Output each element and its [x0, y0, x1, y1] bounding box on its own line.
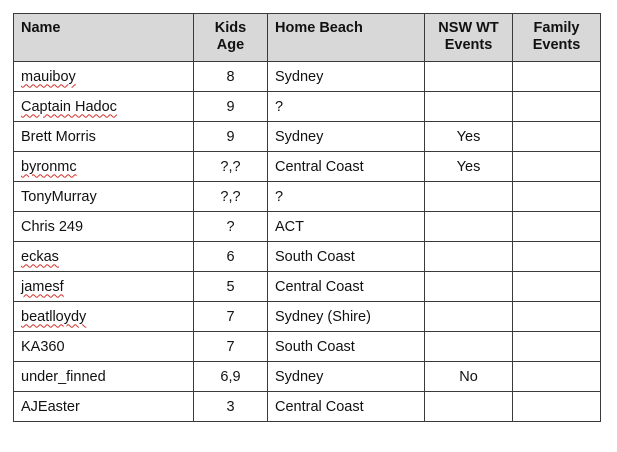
cell-name-text: Chris 249 [21, 218, 84, 235]
cell-family[interactable] [513, 62, 601, 92]
cell-name-text: mauiboy [21, 68, 76, 85]
cell-beach[interactable]: Central Coast [268, 392, 425, 422]
cell-beach[interactable]: Central Coast [268, 272, 425, 302]
cell-name-text: KA360 [21, 338, 65, 355]
cell-beach[interactable]: Sydney (Shire) [268, 302, 425, 332]
cell-name[interactable] [14, 302, 194, 332]
cell-nsw[interactable] [425, 62, 513, 92]
cell-name[interactable] [14, 242, 194, 272]
cell-age[interactable]: ?,? [194, 152, 268, 182]
cell-beach[interactable]: Sydney [268, 122, 425, 152]
cell-age[interactable]: ? [194, 212, 268, 242]
cell-beach[interactable]: South Coast [268, 242, 425, 272]
table-row [14, 302, 601, 332]
cell-age[interactable]: 6 [194, 242, 268, 272]
table-row [14, 92, 601, 122]
cell-name-text: jamesf [21, 278, 64, 295]
cell-name-text: under_finned [21, 368, 106, 385]
cell-name-text: beatlloydy [21, 308, 87, 325]
cell-family[interactable] [513, 302, 601, 332]
cell-nsw[interactable] [425, 392, 513, 422]
cell-name[interactable] [14, 122, 194, 152]
cell-beach[interactable]: South Coast [268, 332, 425, 362]
header-home-beach[interactable]: Home Beach [268, 14, 425, 62]
cell-nsw[interactable] [425, 272, 513, 302]
cell-nsw[interactable] [425, 92, 513, 122]
header-nsw-wt-events[interactable]: NSW WT Events [425, 14, 513, 62]
cell-name[interactable] [14, 152, 194, 182]
cell-name[interactable] [14, 182, 194, 212]
cell-name-text: Captain Hadoc [21, 98, 117, 115]
cell-family[interactable] [513, 332, 601, 362]
cell-nsw[interactable] [425, 212, 513, 242]
cell-age[interactable]: 5 [194, 272, 268, 302]
cell-age[interactable]: 9 [194, 92, 268, 122]
cell-nsw[interactable] [425, 332, 513, 362]
cell-name-text: byronmc [21, 158, 77, 175]
table-row [14, 362, 601, 392]
spreadsheet [13, 13, 601, 422]
cell-family[interactable] [513, 392, 601, 422]
cell-family[interactable] [513, 182, 601, 212]
cell-age[interactable]: 6,9 [194, 362, 268, 392]
cell-beach[interactable]: ? [268, 92, 425, 122]
table-row [14, 212, 601, 242]
cell-age[interactable]: 7 [194, 332, 268, 362]
table-row [14, 392, 601, 422]
cell-beach[interactable]: Sydney [268, 362, 425, 392]
cell-nsw[interactable]: Yes [425, 122, 513, 152]
cell-family[interactable] [513, 122, 601, 152]
cell-name[interactable] [14, 212, 194, 242]
table-row [14, 152, 601, 182]
table-row [14, 62, 601, 92]
cell-family[interactable] [513, 362, 601, 392]
table-row [14, 272, 601, 302]
cell-family[interactable] [513, 92, 601, 122]
cell-name-text: eckas [21, 248, 59, 265]
cell-beach[interactable]: ? [268, 182, 425, 212]
cell-age[interactable]: 7 [194, 302, 268, 332]
cell-age[interactable]: ?,? [194, 182, 268, 212]
cell-age[interactable]: 3 [194, 392, 268, 422]
cell-nsw[interactable] [425, 302, 513, 332]
cell-age[interactable]: 9 [194, 122, 268, 152]
cell-nsw[interactable]: No [425, 362, 513, 392]
cell-age[interactable]: 8 [194, 62, 268, 92]
header-family-events[interactable]: Family Events [513, 14, 601, 62]
cell-family[interactable] [513, 152, 601, 182]
cell-name[interactable] [14, 92, 194, 122]
cell-family[interactable] [513, 242, 601, 272]
cell-name[interactable] [14, 272, 194, 302]
header-kids-age[interactable]: Kids Age [194, 14, 268, 62]
members-table [13, 13, 601, 422]
cell-beach[interactable]: Central Coast [268, 152, 425, 182]
cell-family[interactable] [513, 212, 601, 242]
cell-name[interactable] [14, 332, 194, 362]
header-name[interactable]: Name [14, 14, 194, 62]
table-row [14, 332, 601, 362]
cell-name[interactable] [14, 392, 194, 422]
cell-beach[interactable]: Sydney [268, 62, 425, 92]
header-row [14, 14, 601, 62]
cell-name-text: TonyMurray [21, 188, 97, 205]
table-row [14, 182, 601, 212]
cell-nsw[interactable]: Yes [425, 152, 513, 182]
cell-beach[interactable]: ACT [268, 212, 425, 242]
cell-name-text: AJEaster [21, 398, 80, 415]
cell-name[interactable] [14, 62, 194, 92]
cell-name-text: Brett Morris [21, 128, 96, 145]
table-row [14, 242, 601, 272]
cell-name[interactable] [14, 362, 194, 392]
cell-nsw[interactable] [425, 182, 513, 212]
cell-family[interactable] [513, 272, 601, 302]
cell-nsw[interactable] [425, 242, 513, 272]
table-row [14, 122, 601, 152]
